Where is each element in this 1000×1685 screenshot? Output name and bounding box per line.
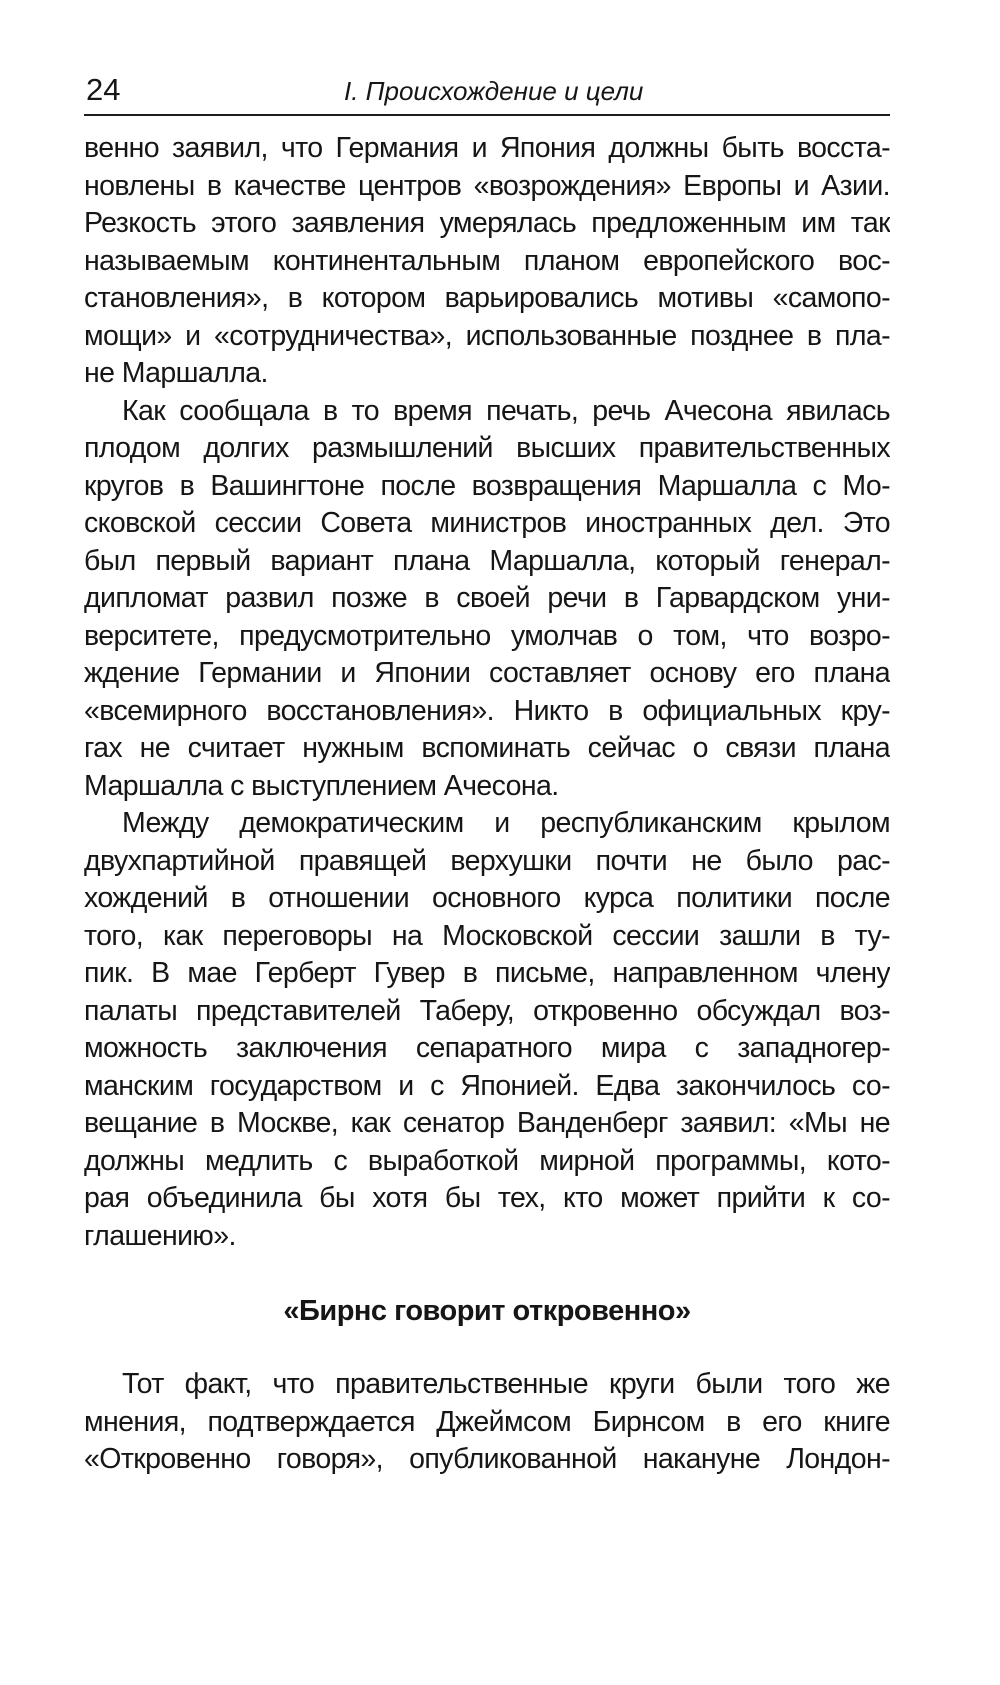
text-line: вещание в Москве, как сенатор Ванденберг заявил: «Мы не [84, 1107, 890, 1139]
text-line: хождений в отношении основного курса политики после [84, 882, 890, 914]
text-line: кругов в Вашингтоне после возвращения Маршалла с Мо- [84, 469, 890, 502]
running-title: I. Происхождение и цели [344, 76, 644, 106]
text-line: новлены в качестве центров «возрождения» Европы и Азии. [84, 169, 890, 202]
text-line: Резкость этого заявления умерялась предложенным им так [84, 207, 890, 239]
text-line: палаты представителей Таберу, откровенно обсуждал воз- [84, 994, 890, 1027]
text-line: мнения, подтверждается Джеймсом Бирнсом в его книге [84, 1405, 890, 1438]
text-line: Маршалла с выступлением Ачесона. [84, 769, 559, 802]
text-line: гах не считает нужным вспоминать сейчас о связи плана [84, 732, 890, 764]
text-line: венно заявил, что Германия и Япония должны быть восста- [84, 132, 890, 164]
book-page [84, 70, 890, 1650]
text-line: глашению». [84, 1219, 236, 1252]
text-line: плодом долгих размышлений высших правительственных [84, 432, 890, 464]
text-line: должны медлить с выработкой мирной программы, кото- [84, 1144, 890, 1177]
text-line: становления», в котором варьировались мотивы «самопо- [84, 282, 890, 314]
text-line: манским государством и с Японией. Едва закончилось со- [84, 1069, 890, 1102]
paragraph-1 [84, 130, 890, 393]
paragraph-4 [84, 1366, 890, 1479]
text-line: был первый вариант плана Маршалла, который генерал- [84, 544, 890, 577]
page-number: 24 [86, 72, 121, 107]
text-line: ждение Германии и Японии составляет основу его плана [84, 657, 890, 689]
body-text [84, 130, 890, 1479]
text-line: верситете, предусмотрительно умолчав о том, что возро- [84, 619, 890, 652]
text-line: «всемирного восстановления». Никто в официальных кру- [84, 694, 890, 727]
paragraph-2 [84, 393, 890, 806]
text-line: пик. В мае Герберт Гувер в письме, направленном члену [84, 957, 890, 989]
text-line: Между демократическим и республиканским крылом [122, 807, 890, 839]
text-line: мощи» и «сотрудничества», использованные позднее в пла- [84, 319, 890, 352]
text-line: сковской сессии Совета министров иностранных дел. Это [84, 507, 890, 539]
text-line: можность заключения сепаратного мира с западногер- [84, 1032, 890, 1064]
text-line: называемым континентальным планом европейского вос- [84, 244, 890, 277]
text-line: не Маршалла. [84, 357, 268, 389]
text-line: Как сообщала в то время печать, речь Ачесона явилась [122, 394, 890, 427]
running-header [84, 70, 890, 116]
paragraph-3 [84, 805, 890, 1255]
text-line: двухпартийной правящей верхушки почти не было рас- [84, 844, 890, 877]
text-line: рая объединила бы хотя бы тех, кто может прийти к со- [84, 1182, 890, 1214]
text-line: Тот факт, что правительственные круги были того же [122, 1368, 890, 1400]
section-heading: «Бирнс говорит откровенно» [283, 1295, 691, 1327]
text-line: того, как переговоры на Московской сессии зашли в ту- [84, 919, 890, 952]
text-line: дипломат развил позже в своей речи в Гарвардском уни- [84, 582, 890, 614]
text-line: «Откровенно говоря», опубликованной накануне Лондон- [84, 1443, 890, 1475]
